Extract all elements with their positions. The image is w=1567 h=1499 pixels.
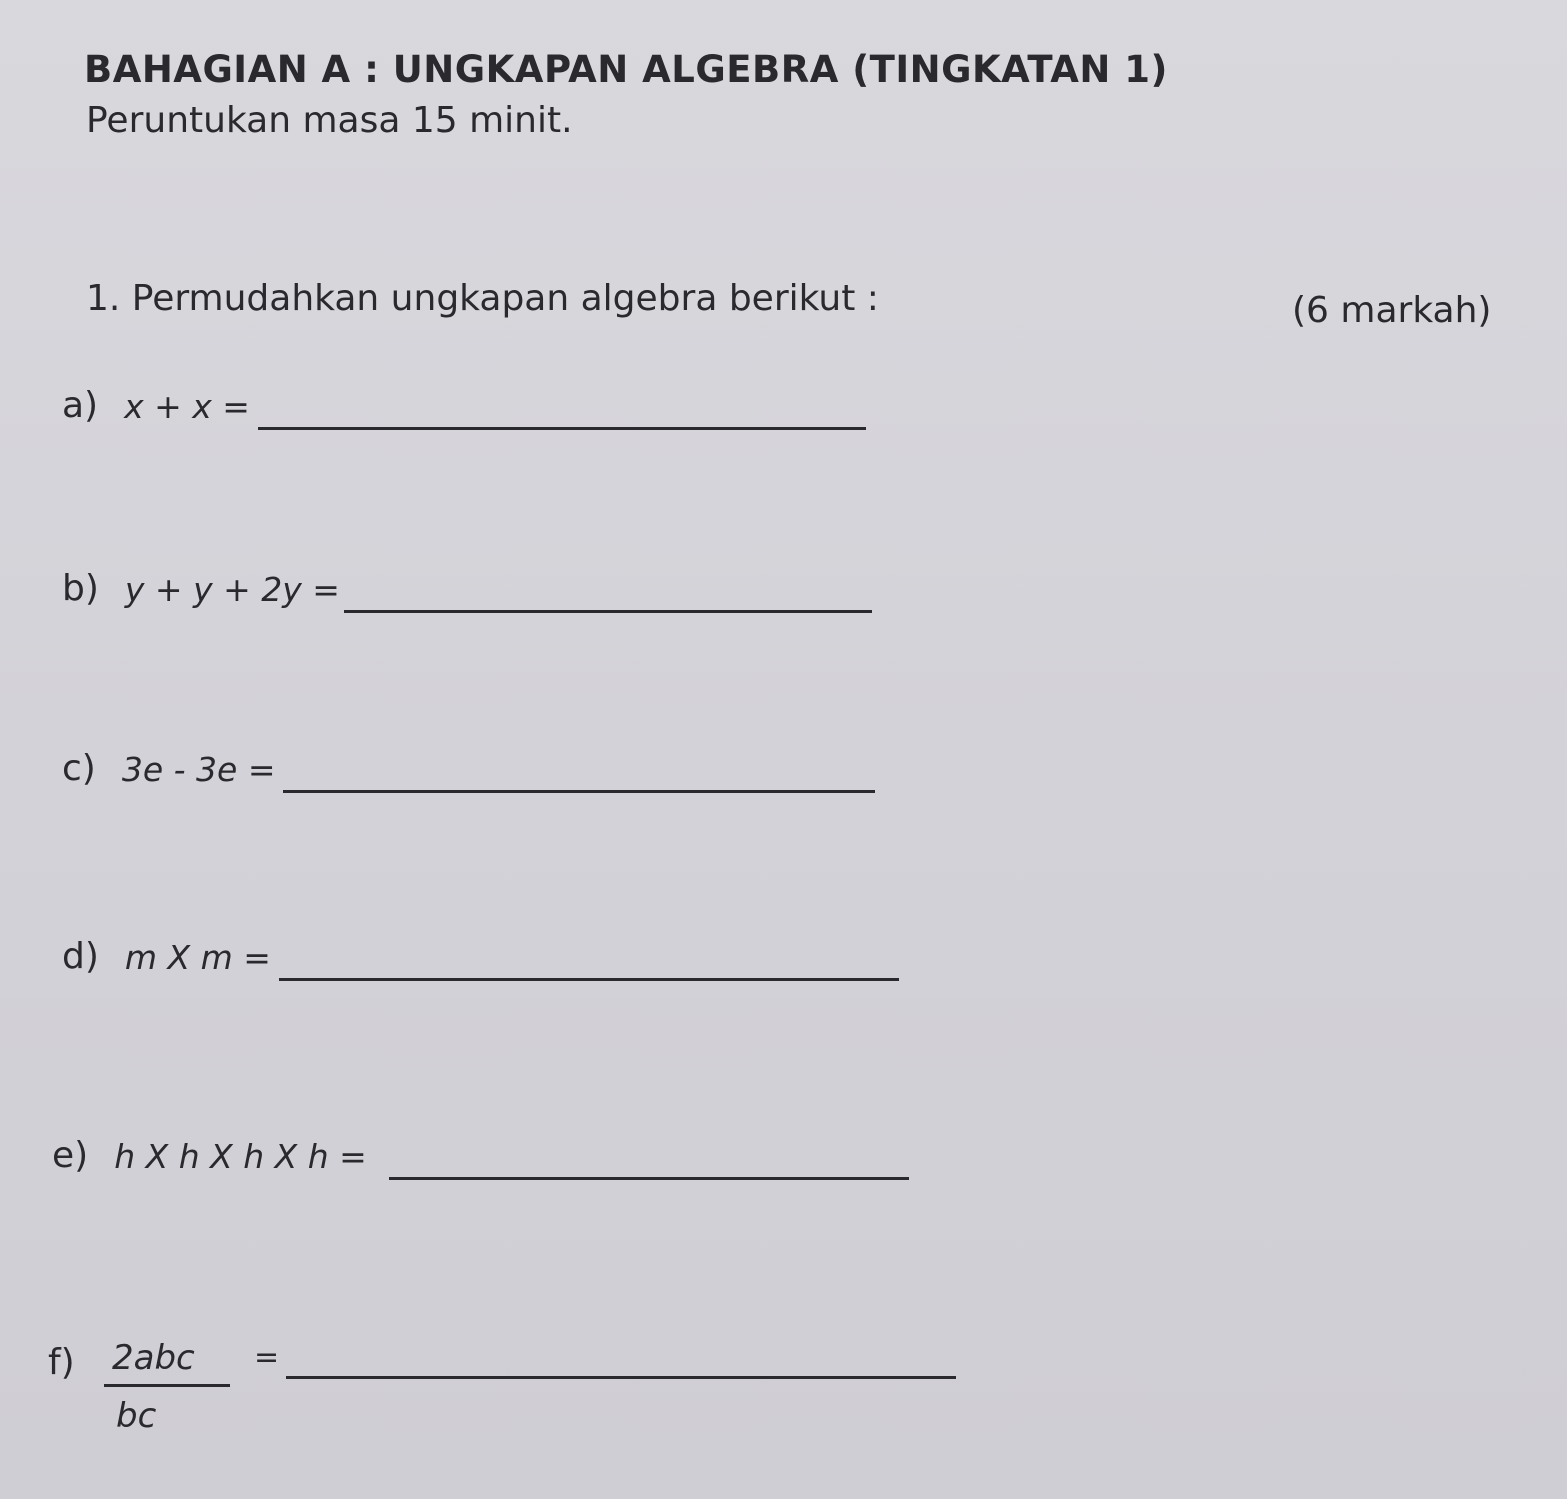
expression: x + x = [124,387,250,426]
item-label: e) [52,1135,89,1176]
item-label: d) [62,936,99,977]
equals-sign: = [254,1340,280,1375]
expression: y + y + 2y = [124,570,340,609]
fraction-denominator: bc [116,1396,157,1436]
expression: m X m = [124,938,271,977]
item-a [62,385,866,426]
time-allocation: Peruntukan masa 15 minit. [86,100,573,141]
expression: h X h X h X h = [114,1137,367,1176]
item-d [62,936,899,977]
item-e [52,1135,909,1176]
page-title: BAHAGIAN A : UNGKAPAN ALGEBRA (TINGKATAN 1) [84,48,1168,91]
answer-blank[interactable] [389,1167,909,1180]
marks-label: (6 markah) [1292,290,1492,331]
answer-blank[interactable] [258,417,866,430]
item-label: f) [48,1342,75,1383]
item-label: a) [62,385,99,426]
answer-blank[interactable] [286,1376,956,1379]
expression: 3e - 3e = [121,750,276,789]
item-c [62,748,875,789]
item-b [62,568,872,609]
item-label: b) [62,568,99,609]
answer-blank[interactable] [344,600,872,613]
fraction-bar [104,1384,230,1387]
item-label: c) [62,748,96,789]
answer-blank[interactable] [283,780,875,793]
fraction-numerator: 2abc [112,1338,195,1378]
question-text: 1. Permudahkan ungkapan algebra berikut : [86,278,879,319]
answer-blank[interactable] [279,968,899,981]
